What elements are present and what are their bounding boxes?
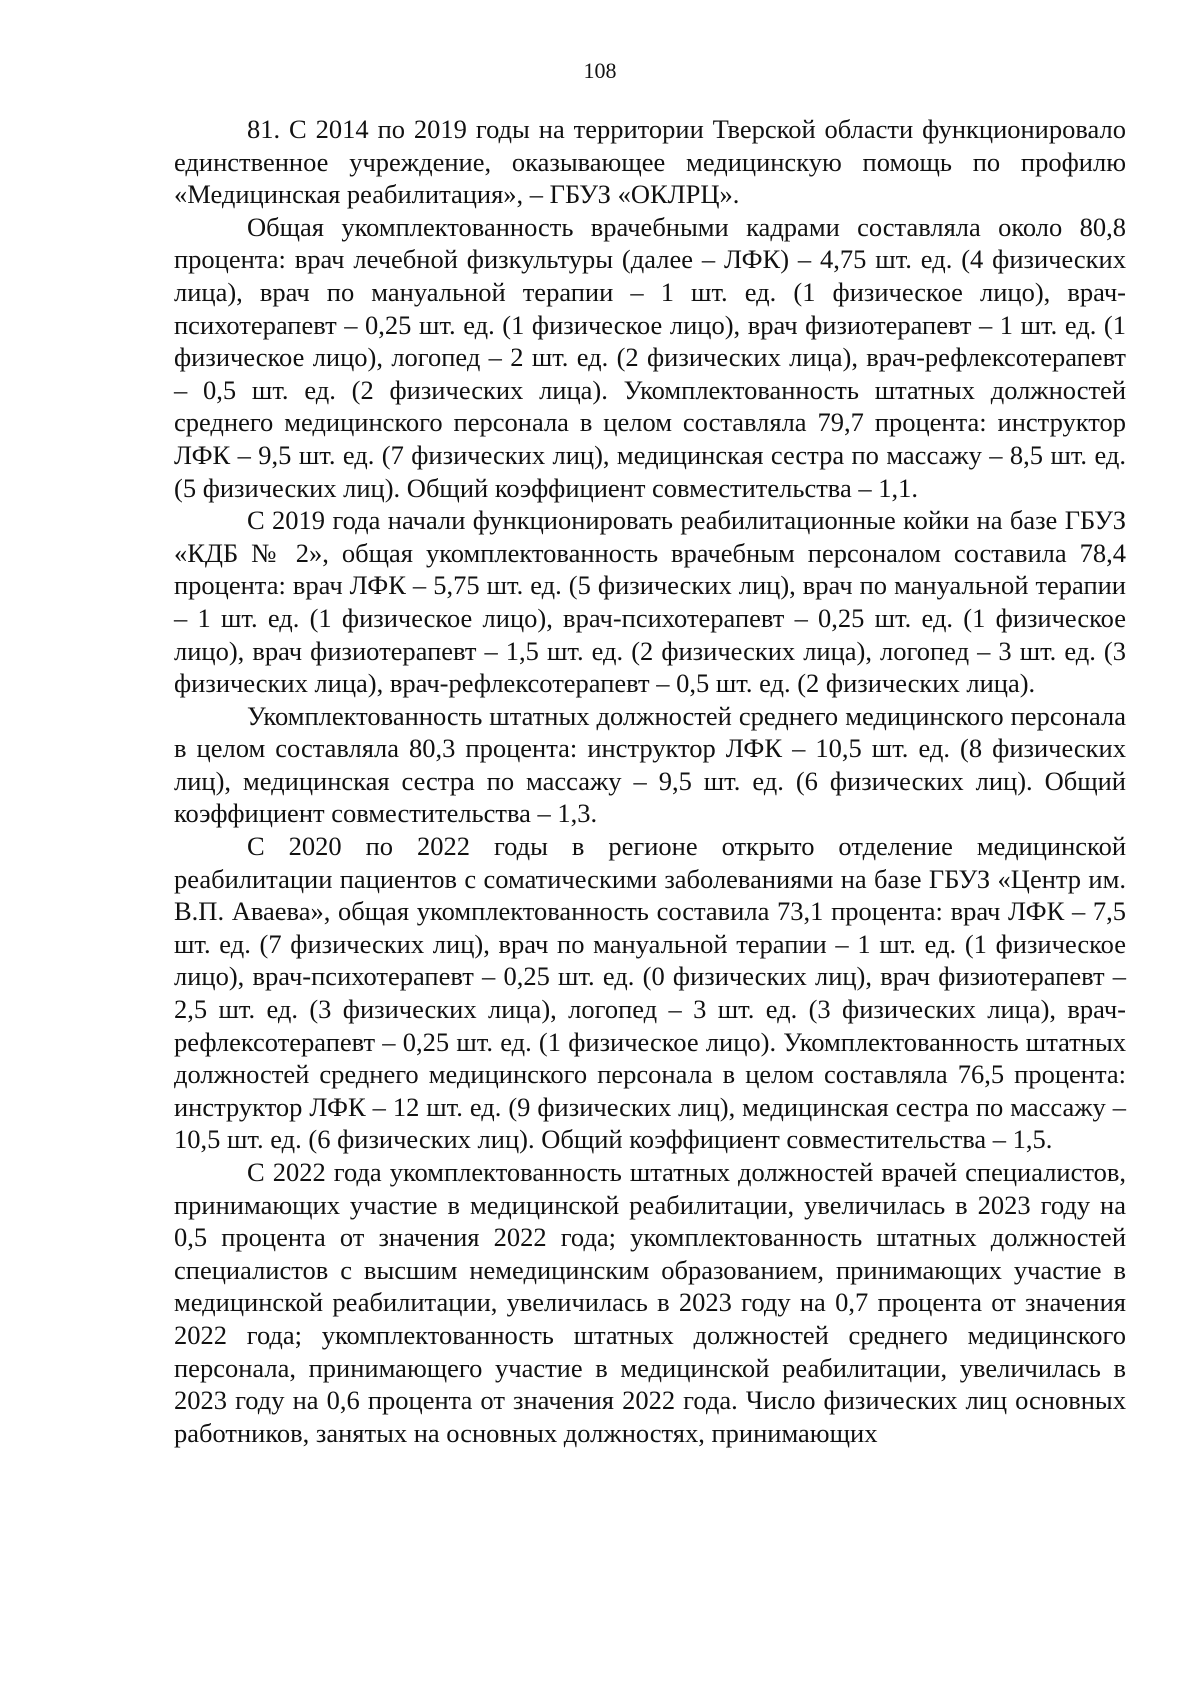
paragraph-avaev-center: С 2020 по 2022 годы в регионе открыто отделение медицинской реабилитации пациентов с соматическими заболеваниями на базе ГБУЗ «Центр им. В.П. Аваева», общая укомплектованность составила 73,1 процента: врач ЛФК – 7,5 шт. ед. (7 физических лиц), врач по мануальной терапии – 1 шт. ед. (1 физическое лицо), врач-психотерапевт – 0,25 шт. ед. (0 физических лиц), врач физиотерапевт – 2,5 шт. ед. (3 физических лица), логопед – 3 шт. ед. (3 физических лица), врач-рефлексотерапевт – 0,25 шт. ед. (1 физическое лицо). Укомплектованность штатных должностей среднего медицинского персонала в целом составляла 76,5 процента: инструктор ЛФК – 12 шт. ед. (9 физических лиц), медицинская сестра по массажу – 10,5 шт. ед. (6 физических лиц). Общий коэффициент совместительства – 1,5.: [174, 831, 1126, 1155]
paragraph-2022-2023-staffing: С 2022 года укомплектованность штатных должностей врачей специалистов, принимающих участие в медицинской реабилитации, увеличилась в 2023 году на 0,5 процента от значения 2022 года; укомплектованность штатных должностей специалистов с высшим немедицинским образованием, принимающих участие в медицинской реабилитации, увеличилась в 2023 году на 0,7 процента от значения 2022 года; укомплектованность штатных должностей среднего медицинского персонала, принимающего участие в медицинской реабилитации, увеличилась в 2023 году на 0,6 процента от значения 2022 года. Число физических лиц основных работников, занятых на основных должностях, принимающих: [174, 1157, 1126, 1448]
paragraph-oklrc-staffing: Общая укомплектованность врачебными кадрами составляла около 80,8 процента: врач лечебной физкультуры (далее – ЛФК) – 4,75 шт. ед. (4 физических лица), врач по мануальной терапии – 1 шт. ед. (1 физическое лицо), врач-психотерапевт – 0,25 шт. ед. (1 физическое лицо), врач физиотерапевт – 1 шт. ед. (1 физическое лицо), логопед – 2 шт. ед. (2 физических лица), врач-рефлексотерапевт – 0,5 шт. ед. (2 физических лица). Укомплектованность штатных должностей среднего медицинского персонала в целом составляла 79,7 процента: инструктор ЛФК – 9,5 шт. ед. (7 физических лиц), медицинская сестра по массажу – 8,5 шт. ед. (5 физических лиц). Общий коэффициент совместительства – 1,1.: [174, 211, 1126, 503]
page-number: 108: [583, 58, 617, 83]
paragraph-kdb2-staffing: С 2019 года начали функционировать реабилитационные койки на базе ГБУЗ «КДБ № 2», общая укомплектованность врачебным персоналом составила 78,4 процента: врач ЛФК – 5,75 шт. ед. (5 физических лиц), врач по мануальной терапии – 1 шт. ед. (1 физическое лицо), врач-психотерапевт – 0,25 шт. ед. (1 физическое лицо), врач физиотерапевт – 1,5 шт. ед. (2 физических лица), логопед – 3 шт. ед. (3 физических лица), врач-рефлексотерапевт – 0,5 шт. ед. (2 физических лица).: [174, 505, 1126, 699]
body-text: [174, 113, 1126, 1449]
paragraph-81-intro: 81. С 2014 по 2019 годы на территории Тверской области функционировало единственное учреждение, оказывающее медицинскую помощь по профилю «Медицинская реабилитация», – ГБУЗ «ОКЛРЦ».: [174, 114, 1126, 210]
paragraph-kdb2-nursing: Укомплектованность штатных должностей среднего медицинского персонала в целом составляла 80,3 процента: инструктор ЛФК – 10,5 шт. ед. (8 физических лиц), медицинская сестра по массажу – 9,5 шт. ед. (6 физических лиц). Общий коэффициент совместительства – 1,3.: [174, 700, 1126, 829]
